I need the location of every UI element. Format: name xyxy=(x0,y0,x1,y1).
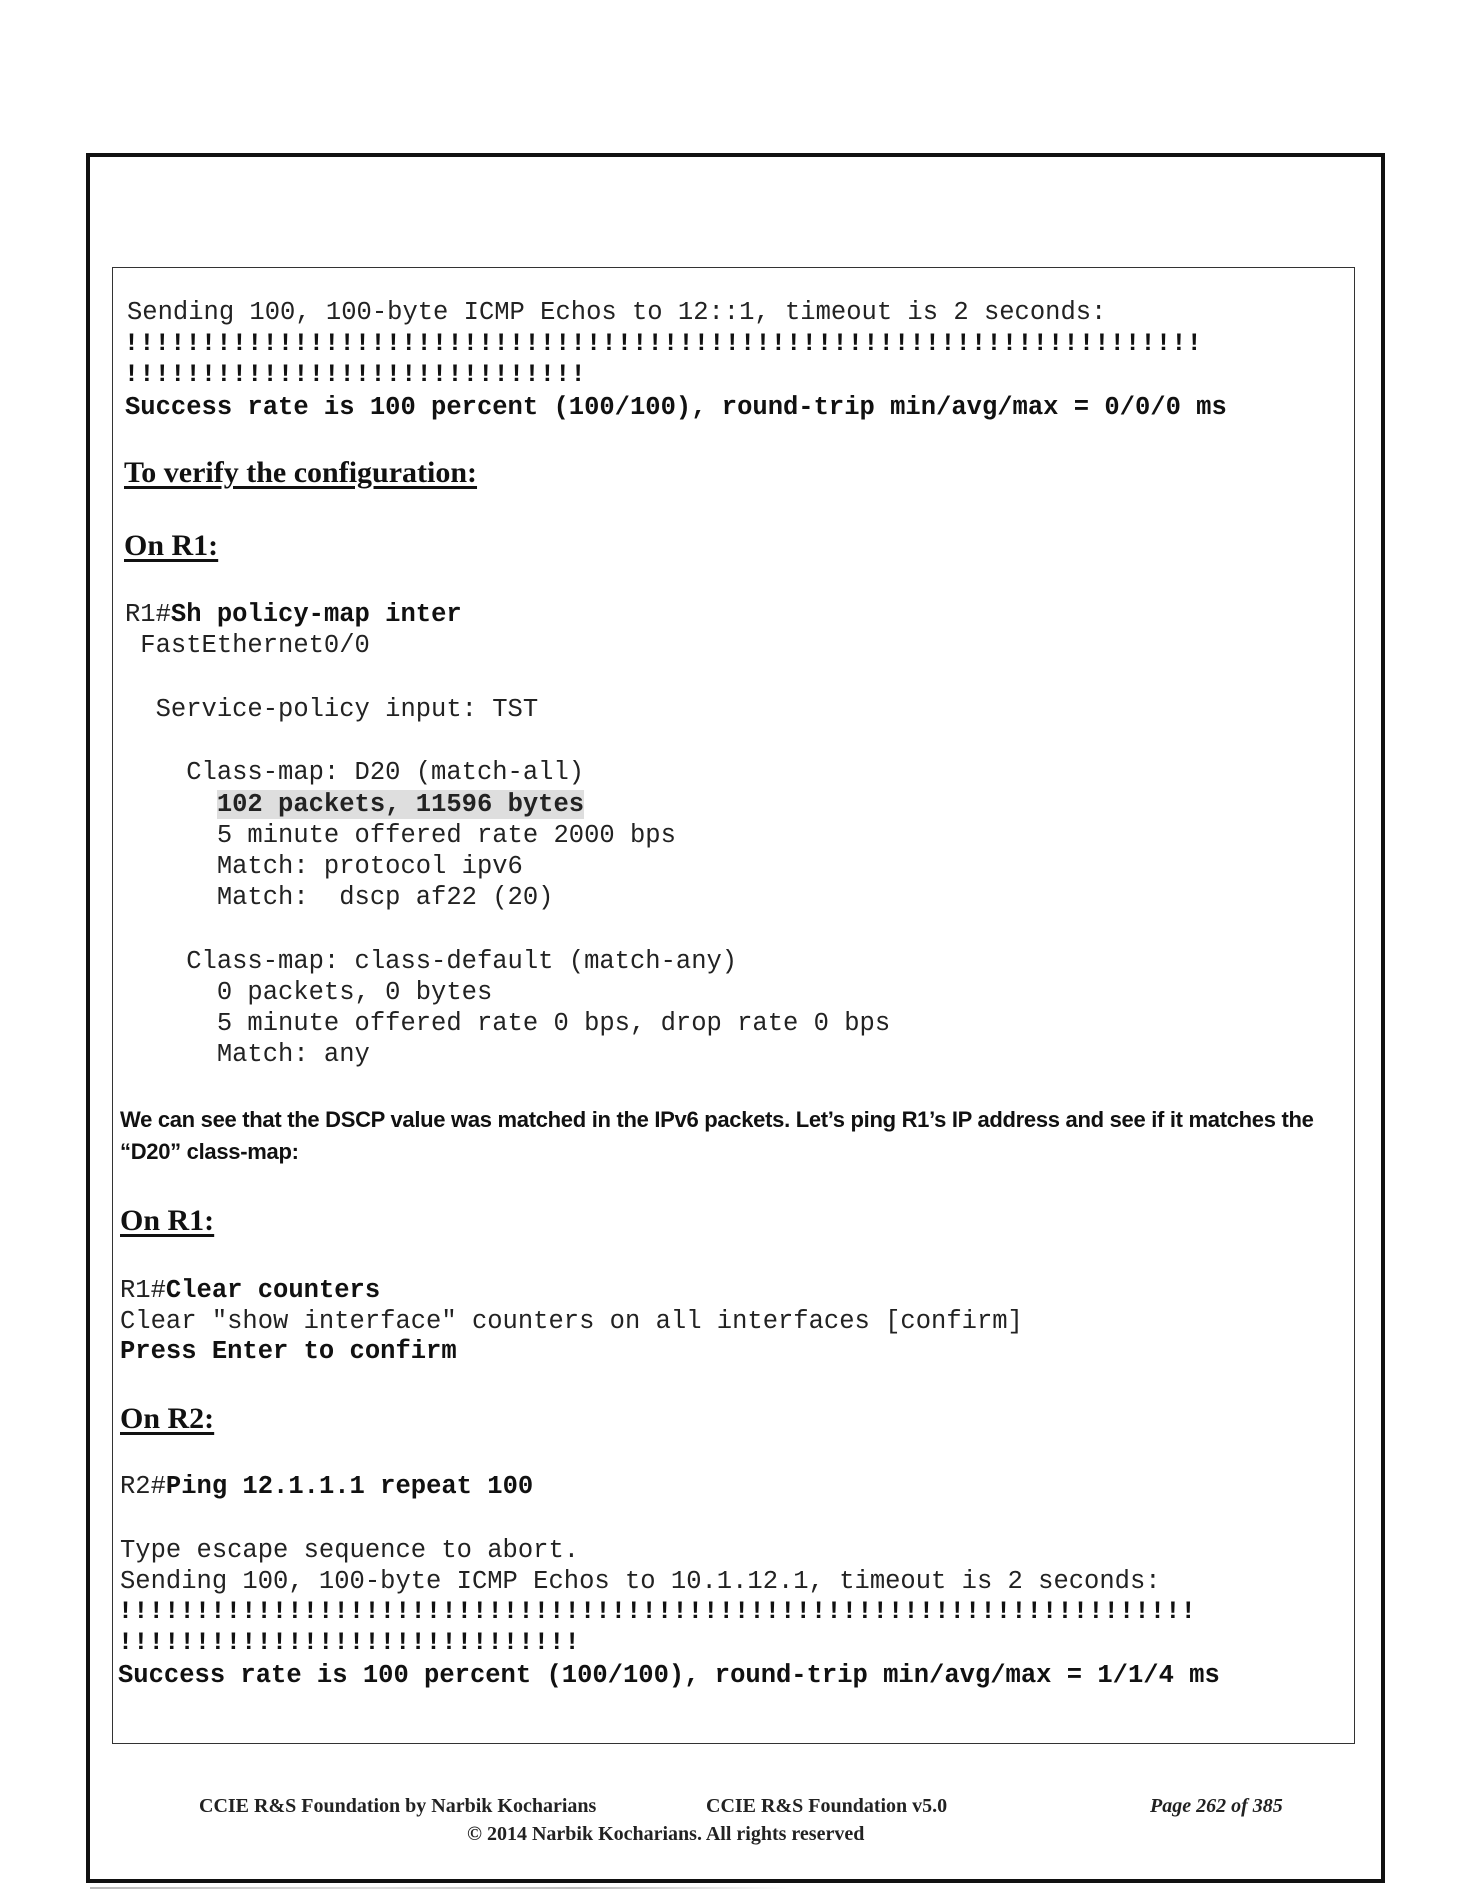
cli-command: Ping 12.1.1.1 repeat 100 xyxy=(165,1472,534,1501)
output-interface: FastEthernet0/0 xyxy=(125,631,370,660)
ping-sending-line: Sending 100, 100-byte ICMP Echos to 10.1.12.1, timeout is 2 seconds: xyxy=(120,1567,1161,1596)
highlighted-packet-count: 102 packets, 11596 bytes xyxy=(216,790,585,819)
output-confirm-prompt: Clear "show interface" counters on all interfaces [confirm] xyxy=(120,1307,1023,1336)
ping-success-marks: !!!!!!!!!!!!!!!!!!!!!!!!!!!!!! xyxy=(124,360,587,389)
ping-success-marks: !!!!!!!!!!!!!!!!!!!!!!!!!!!!!! xyxy=(118,1628,581,1657)
section-heading-r1: On R1: xyxy=(120,1204,215,1237)
output-service-policy: Service-policy input: TST xyxy=(125,695,539,724)
cli-command-line xyxy=(120,1275,380,1306)
ping-success-marks: !!!!!!!!!!!!!!!!!!!!!!!!!!!!!!!!!!!!!!!!!!!!!!!!!!!!!!!!!!!!!!!!!!!!!! xyxy=(118,1597,1197,1626)
output-d20-match-protocol: Match: protocol ipv6 xyxy=(125,852,523,881)
cli-command-line xyxy=(125,599,462,630)
output-d20-rate: 5 minute offered rate 2000 bps xyxy=(125,821,676,850)
output-default-rate: 5 minute offered rate 0 bps, drop rate 0 bps xyxy=(125,1009,891,1038)
instruction-press-enter: Press Enter to confirm xyxy=(120,1337,457,1366)
footer-book-title: CCIE R&S Foundation by Narbik Kocharians xyxy=(199,1795,597,1817)
ping-success-marks: !!!!!!!!!!!!!!!!!!!!!!!!!!!!!!!!!!!!!!!!!!!!!!!!!!!!!!!!!!!!!!!!!!!!!! xyxy=(124,329,1203,358)
section-heading-verify: To verify the configuration: xyxy=(124,456,478,489)
output-default-match: Match: any xyxy=(125,1040,370,1069)
cli-command-line xyxy=(120,1471,533,1502)
output-class-map-default: Class-map: class-default (match-any) xyxy=(125,947,738,976)
ping-sending-line: Sending 100, 100-byte ICMP Echos to 12::1, timeout is 2 seconds: xyxy=(127,298,1107,327)
cli-prompt: R1# xyxy=(125,600,171,629)
scan-artifact xyxy=(90,1887,790,1889)
footer-page-number: Page 262 of 385 xyxy=(1150,1795,1283,1817)
output-d20-match-dscp: Match: dscp af22 (20) xyxy=(125,883,554,912)
cli-prompt: R1# xyxy=(120,1276,166,1305)
footer-copyright: © 2014 Narbik Kocharians. All rights reserved xyxy=(467,1823,865,1845)
footer-edition: CCIE R&S Foundation v5.0 xyxy=(706,1795,948,1817)
output-class-map-d20: Class-map: D20 (match-all) xyxy=(125,758,585,787)
cli-prompt: R2# xyxy=(120,1472,166,1501)
output-escape-sequence: Type escape sequence to abort. xyxy=(120,1536,580,1565)
section-heading-r1: On R1: xyxy=(124,529,219,562)
cli-command: Sh policy-map inter xyxy=(170,600,462,629)
ping-success-rate: Success rate is 100 percent (100/100), round-trip min/avg/max = 1/1/4 ms xyxy=(118,1661,1220,1690)
output-d20-packets-line xyxy=(125,789,584,820)
ping-success-rate: Success rate is 100 percent (100/100), round-trip min/avg/max = 0/0/0 ms xyxy=(125,393,1227,422)
explanation-paragraph: We can see that the DSCP value was matched in the IPv6 packets. Let’s ping R1’s IP address and see if it matches the “D20” class-map: xyxy=(120,1107,1314,1164)
output-default-packets: 0 packets, 0 bytes xyxy=(125,978,493,1007)
section-heading-r2: On R2: xyxy=(120,1402,215,1435)
cli-command: Clear counters xyxy=(165,1276,381,1305)
